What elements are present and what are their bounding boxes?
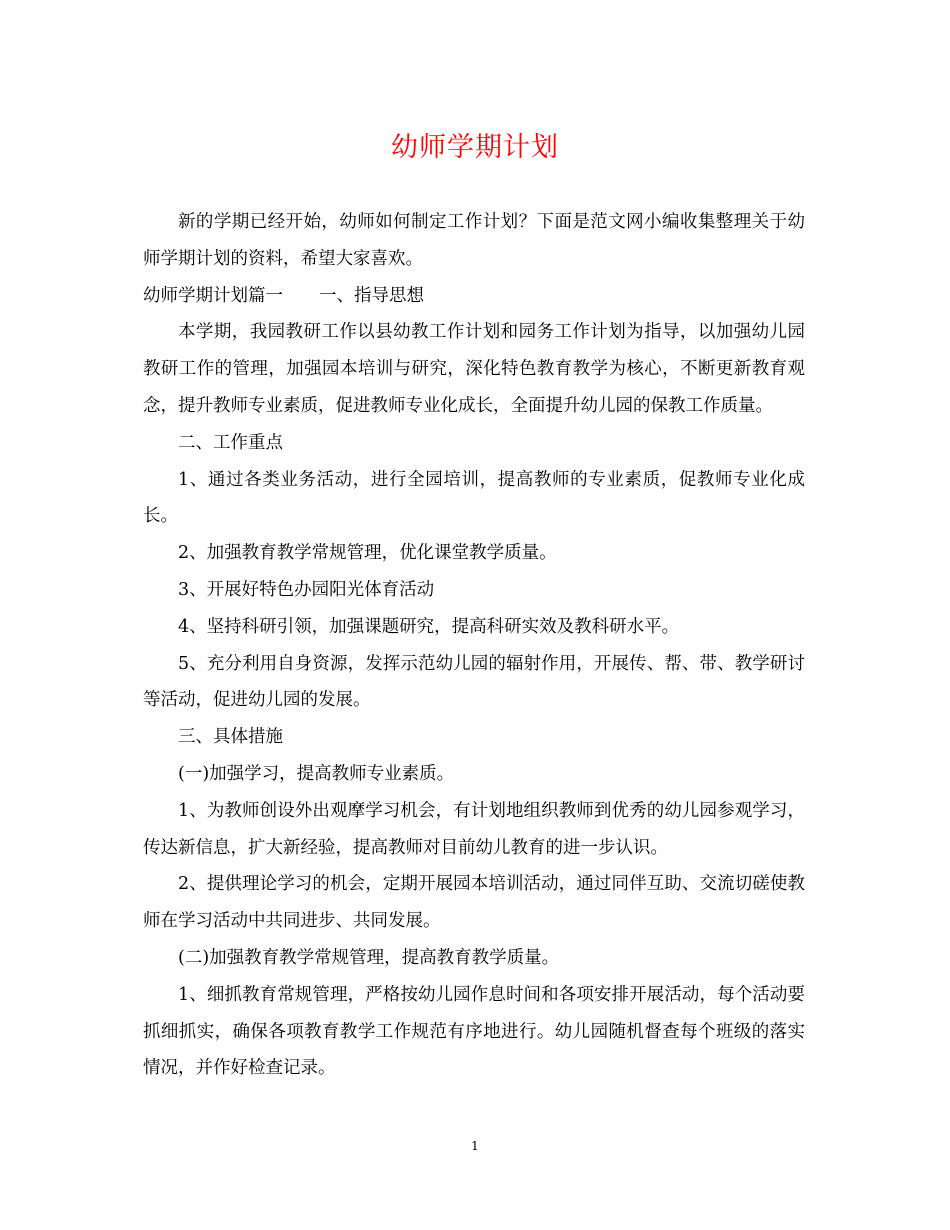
heading-specific-measures: 三、具体措施 xyxy=(178,727,283,748)
subheading-routine-management: (二)加强教育教学常规管理，提高教育教学质量。 xyxy=(178,947,560,968)
focus-item-3: 3、开展好特色办园阳光体育活动 xyxy=(178,579,435,600)
focus-item-5: 5、充分利用自身资源，发挥示范幼儿园的辐射作用，开展传、帮、带、教学研讨等活动，促进幼儿园的发展。 xyxy=(143,653,805,711)
focus-item-1: 1、通过各类业务活动，进行全园培训，提高教师的专业素质，促教师专业化成长。 xyxy=(143,469,805,527)
paragraph-guiding-thought: 本学期，我园教研工作以县幼教工作计划和园务工作计划为指导，以加强幼儿园教研工作的管理，加强园本培训与研究，深化特色教育教学为核心，不断更新教育观念，提升教师专业素质，促进教师专业化成长，全面提升幼儿园的保教工作质量。 xyxy=(143,322,805,416)
document-body xyxy=(143,204,805,1087)
measure-item-2: 2、提供理论学习的机会，定期开展园本培训活动，通过同伴互助、交流切磋使教师在学习活动中共同进步、共同发展。 xyxy=(143,874,805,932)
measure-item-1: 1、为教师创设外出观摩学习机会，有计划地组织教师到优秀的幼儿园参观学习，传达新信息，扩大新经验，提高教师对目前幼儿教育的进一步认识。 xyxy=(143,800,805,858)
routine-item-1: 1、细抓教育常规管理，严格按幼儿园作息时间和各项安排开展活动，每个活动要抓细抓实，确保各项教育教学工作规范有序地进行。幼儿园随机督查每个班级的落实情况，并作好检查记录。 xyxy=(143,984,805,1079)
document-title: 幼师学期计划 xyxy=(391,132,559,163)
heading-work-focus: 二、工作重点 xyxy=(178,432,283,453)
section-heading-line xyxy=(143,278,805,315)
focus-item-2: 2、加强教育教学常规管理，优化课堂教学质量。 xyxy=(178,543,557,564)
subheading-strengthen-learning: (一)加强学习，提高教师专业素质。 xyxy=(178,763,455,784)
intro-paragraph: 新的学期已经开始，幼师如何制定工作计划？下面是范文网小编收集整理关于幼师学期计划的资料，希望大家喜欢。 xyxy=(143,212,805,269)
section-heading: 一、指导思想 xyxy=(319,285,424,306)
section-label: 幼师学期计划篇一 xyxy=(143,285,283,306)
page-number: 1 xyxy=(471,1139,479,1153)
focus-item-4: 4、坚持科研引领，加强课题研究，提高科研实效及教科研水平。 xyxy=(178,616,680,637)
